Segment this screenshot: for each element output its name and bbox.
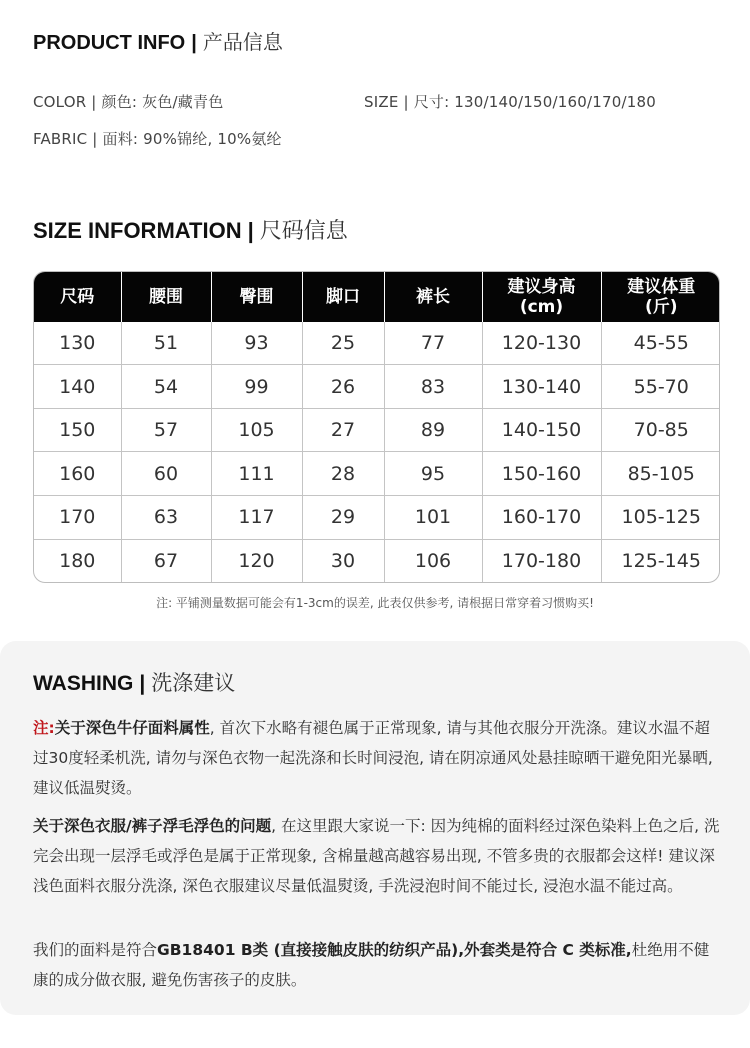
cell-hip: 99: [211, 365, 302, 409]
table-row: [34, 496, 720, 540]
washing-paragraph-standard: [33, 935, 723, 995]
washing-paragraph-lint: [33, 811, 723, 901]
header-size: 尺码: [34, 272, 121, 322]
cell-height: 140-150: [482, 408, 601, 452]
title-separator: |: [139, 672, 146, 695]
standard-text: 杜绝用不健康的成分做衣服, 避免伤害孩子的皮肤。: [33, 941, 710, 989]
table-header-row: [34, 272, 720, 322]
washing-paragraph-denim: [33, 713, 723, 803]
denim-heading: 关于深色牛仔面料属性: [54, 719, 210, 737]
product-info-title-zh: 产品信息: [202, 32, 283, 54]
cell-leg-opening: 29: [302, 496, 384, 540]
cell-size: 160: [34, 452, 121, 496]
cell-waist: 60: [121, 452, 211, 496]
cell-waist: 51: [121, 322, 211, 365]
header-height: [482, 272, 601, 322]
measurement-note: 注: 平铺测量数据可能会有1-3cm的误差, 此表仅供参考, 请根据日常穿着习惯购买!: [156, 596, 594, 610]
standard-bold: GB18401 B类 (直接接触皮肤的纺织产品),外套类是符合 C 类标准,: [157, 941, 632, 959]
cell-hip: 105: [211, 408, 302, 452]
cell-weight: 105-125: [601, 496, 720, 540]
size-info-title-en: SIZE INFORMATION: [33, 218, 242, 243]
cell-pants-length: 101: [384, 496, 482, 540]
note-label: 注:: [33, 719, 55, 737]
cell-waist: 57: [121, 408, 211, 452]
cell-leg-opening: 26: [302, 365, 384, 409]
lint-heading: 关于深色衣服/裤子浮毛浮色的问题: [33, 817, 272, 835]
color-spec: COLOR | 颜色: 灰色/藏青色: [33, 93, 224, 111]
table-row: [34, 539, 720, 582]
table-row: [34, 365, 720, 409]
header-height-label: 建议身高: [507, 277, 576, 297]
cell-hip: 117: [211, 496, 302, 540]
cell-height: 170-180: [482, 539, 601, 582]
cell-weight: 70-85: [601, 408, 720, 452]
product-info-title: [33, 26, 283, 55]
cell-pants-length: 83: [384, 365, 482, 409]
cell-waist: 63: [121, 496, 211, 540]
cell-weight: 125-145: [601, 539, 720, 582]
header-height-unit: (cm): [519, 297, 564, 317]
lint-text: , 在这里跟大家说一下: 因为纯棉的面料经过深色染料上色之后, 洗完会出现一层浮毛或浮色是属于正常现象, 含棉量越高越容易出现, 不管多贵的衣服都会这样! 建议深浅色面料衣服分洗涤, 深色衣服建议尽量低温熨烫, 手洗浸泡时间不能过长, 浸泡水温不能过高。: [33, 817, 720, 895]
cell-leg-opening: 27: [302, 408, 384, 452]
cell-height: 160-170: [482, 496, 601, 540]
denim-text: , 首次下水略有褪色属于正常现象, 请与其他衣服分开洗涤。建议水温不超过30度轻柔机洗, 请勿与深色衣物一起洗涤和长时间浸泡, 请在阴凉通风处悬挂晾晒干避免阳光暴晒, 建议低温熨烫。: [33, 719, 713, 797]
cell-pants-length: 89: [384, 408, 482, 452]
table-row: [34, 452, 720, 496]
cell-waist: 54: [121, 365, 211, 409]
cell-hip: 93: [211, 322, 302, 365]
header-weight-unit: (斤): [644, 297, 678, 317]
cell-size: 170: [34, 496, 121, 540]
header-weight: [601, 272, 720, 322]
header-hip: 臀围: [211, 272, 302, 322]
size-info-title-zh: 尺码信息: [259, 218, 348, 243]
header-weight-label: 建议体重: [627, 277, 696, 297]
cell-height: 150-160: [482, 452, 601, 496]
standard-pre: 我们的面料是符合: [33, 941, 158, 959]
header-waist: 腰围: [121, 272, 211, 322]
cell-weight: 85-105: [601, 452, 720, 496]
cell-pants-length: 106: [384, 539, 482, 582]
cell-size: 150: [34, 408, 121, 452]
cell-weight: 55-70: [601, 365, 720, 409]
size-table: [33, 271, 720, 583]
size-spec: SIZE | 尺寸: 130/140/150/160/170/180: [364, 93, 656, 111]
washing-title-zh: 洗涤建议: [151, 672, 236, 695]
table-row: [34, 322, 720, 365]
title-separator: |: [247, 218, 254, 243]
size-info-title: [33, 214, 348, 245]
table-row: [34, 408, 720, 452]
cell-leg-opening: 25: [302, 322, 384, 365]
cell-weight: 45-55: [633, 332, 689, 355]
washing-title: [33, 667, 235, 697]
cell-leg-opening: 30: [302, 539, 384, 582]
cell-size: 140: [34, 365, 121, 409]
cell-height: 120-130: [482, 322, 601, 365]
title-separator: |: [191, 32, 197, 54]
header-pants-length: 裤长: [384, 272, 482, 322]
header-leg-opening: 脚口: [302, 272, 384, 322]
product-info-title-en: PRODUCT INFO: [33, 32, 186, 54]
cell-pants-length: 77: [384, 322, 482, 365]
washing-title-en: WASHING: [33, 672, 134, 695]
cell-size: 180: [34, 539, 121, 582]
cell-hip: 120: [211, 539, 302, 582]
cell-waist: 67: [121, 539, 211, 582]
cell-height: 130-140: [482, 365, 601, 409]
cell-size: 130: [34, 322, 121, 365]
fabric-spec: FABRIC | 面料: 90%锦纶, 10%氨纶: [33, 130, 282, 148]
cell-leg-opening: 28: [302, 452, 384, 496]
cell-pants-length: 95: [384, 452, 482, 496]
cell-hip: 111: [211, 452, 302, 496]
